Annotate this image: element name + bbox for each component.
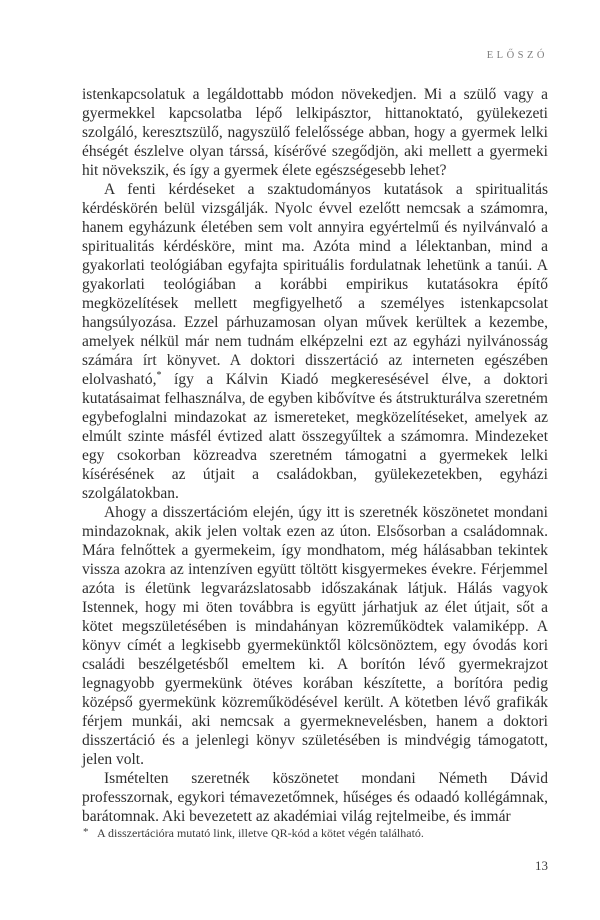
body-text [82, 85, 548, 826]
paragraph-3: Ahogy a disszertációm elején, úgy itt is szeretnék köszönetet mondani mindazoknak, akik jelen voltak ezen az úton. Elsősorban a családomnak. Mára felnőttek a gyermekeim, így mondhatom, még hálásabban tekintek vissza azokra az intenzíven együtt töltött kisgyermekes évekre. Férjemmel azóta is életünk legvarázslatosabb időszakának látjuk. Hálás vagyok Istennek, hogy mi öten továbbra is együtt járhatjuk az élet útjait, sőt a kötet megszületésében is mindahányan közreműködtek valamiképp. A könyv címét a legkisebb gyermekünktől kölcsönöztem, egy óvodás kori családi beszélgetésből emeltem ki. A borítón lévő gyermekrajzot legnagyobb gyermekünk ötéves korában készítette, a borítóra pedig középső gyermekünk közreműködésével került. A kötetben lévő grafikák férjem munkái, aki nemcsak a gyermeknevelésben, hanem a doktori disszertáció és a jelenlegi könyv születésében is mindvégig támogatott, jelen volt. [82, 504, 548, 768]
paragraph-2-text-after-note: így a Kálvin Kiadó megkeresésével élve, a doktori kutatásaimat felhasználva, de egyben kibővítve és átstrukturálva szeretném egybefoglalni mindazokat az ismereteket, megközelítéseket, amelyek az elmúlt szinte másfél évtized alatt összegyűltek a számomra. Mindezeket egy csokorban közreadva szeretném támogatni a gyermekek lelki kísérésének az útjait a családokban, gyülekezetekben, egyházi szolgálatokban. [82, 371, 548, 502]
paragraph-1: istenkapcsolatuk a legáldottabb módon növekedjen. Mi a szülő vagy a gyermekkel kapcsolatba lépő lelkipásztor, hittanoktató, gyülekezeti szolgáló, keresztszülő, nagyszülő felelőssége abban, hogy a gyermek lelki éhségét észlelve olyan társsá, kísérővé szegődjön, aki mellett a gyermeki hit növekszik, és így a gyermek élete egészségesebb lehet? [82, 86, 548, 179]
footnote-reference-marker: * [156, 369, 162, 381]
footnote-text: A disszertációra mutató link, illetve QR-kód a kötet végén található. [97, 826, 424, 840]
paragraph-2 [82, 180, 548, 503]
paragraph-2-text-before-note: A fenti kérdéseket a szaktudományos kutatások a spiritualitás kérdéskörén belül vizsgálják. Nyolc évvel ezelőtt nemcsak a számomra, hanem egyházunk életében sem volt annyira egyértelmű és nyilvánvaló a spiritualitás kérdésköre, mint ma. Azóta mind a lélektanban, mind a gyakorlati teológiában egyfajta spirituális fordulatnak lehetünk a tanúi. A gyakorlati teológiában a korábbi empirikus kutatásokra építő megközelítések mellett megfigyelhető a személyes istenkapcsolat hangsúlyozása. Ezzel párhuzamosan olyan művek kerültek a kezembe, amelyek nélkül már nem tudnám elképzelni ezt az egyházi nyilvánosság számára írt könyvet. A doktori disszertáció az interneten egészében elolvasható, [82, 181, 548, 388]
footnote-asterisk: * [83, 826, 89, 838]
footnote [82, 826, 563, 841]
page-number: 13 [535, 858, 548, 873]
running-header: ELŐSZÓ [486, 50, 548, 61]
paragraph-4: Ismételten szeretnék köszönetet mondani Németh Dávid professzornak, egykori témavezetőmnek, hűséges és odaadó kollégámnak, barátomnak. Aki bevezetett az akadémiai világ rejtelmeibe, és immár [82, 770, 548, 825]
